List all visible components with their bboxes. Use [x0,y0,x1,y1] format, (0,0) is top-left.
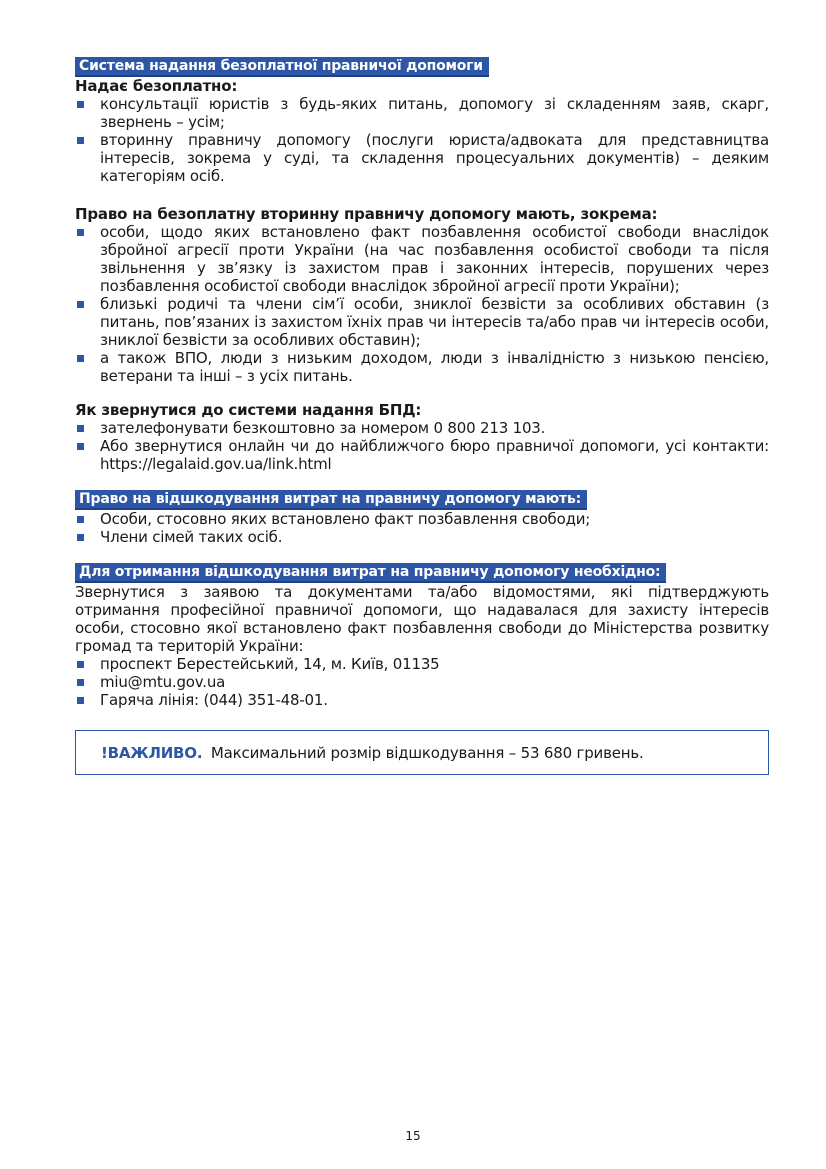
section-reimbursement-eligibility [75,489,769,546]
list-item: а також ВПО, люди з низьким доходом, люди з інвалідністю з низькою пенсією, ветерани та інші – з усіх питань. [75,349,769,385]
section-how-to-apply [75,401,769,473]
bullet-square-icon [77,679,84,686]
important-notice-box [75,730,769,775]
page-number: 15 [405,1129,421,1143]
notice-text: Максимальний розмір відшкодування – 53 680 гривень. [210,744,644,762]
section-reimbursement-procedure [75,562,769,709]
bullet-list [75,223,769,385]
list-item: Члени сімей таких осіб. [75,528,769,546]
list-item: miu@mtu.gov.ua [75,673,769,691]
bullet-list [75,95,769,185]
list-item: Гаряча лінія: (044) 351-48-01. [75,691,769,709]
section-heading: Як звернутися до системи надання БПД: [75,401,422,419]
procedure-paragraph: Звернутися з заявою та документами та/або відомостями, які підтверджують отримання професійної правничої допомоги, що надавалася для захисту інтересів особи, стосовно якої встановлено факт позбавлення свободи до Міністерства розвитку громад та територій України: [75,583,769,655]
section-header: Для отримання відшкодування витрат на правничу допомогу необхідно: [75,563,666,583]
bullet-square-icon [77,137,84,144]
section-heading: Право на безоплатну вторинну правничу допомогу мають, зокрема: [75,205,658,223]
list-item: особи, щодо яких встановлено факт позбавлення особистої свободи внаслідок збройної агресії проти України (на час позбавлення особистої свободи та після звільнення у зв’язку із захистом прав і законних інтересів, порушених через позбавлення особистої свободи внаслідок збройної агресії проти України); [75,223,769,295]
bullet-list [75,655,769,709]
section-header: Система надання безоплатної правничої допомоги [75,57,489,77]
bullet-square-icon [77,534,84,541]
bullet-square-icon [77,425,84,432]
section-header: Право на відшкодування витрат на правничу допомогу мають: [75,490,587,510]
list-item: Або звернутися онлайн чи до найближчого бюро правничої допомоги, усі контакти: https://legalaid.gov.ua/link.html [75,437,769,473]
section-secondary-aid-eligibility [75,205,769,385]
list-item: проспект Берестейський, 14, м. Київ, 01135 [75,655,769,673]
bullet-list [75,419,769,473]
bullet-square-icon [77,443,84,450]
list-item: вторинну правничу допомогу (послуги юриста/адвоката для представництва інтересів, зокрема у суді, та складення процесуальних документів) – деяким категоріям осіб. [75,131,769,185]
list-item: консультації юристів з будь-яких питань, допомогу зі складенням заяв, скарг, звернень – усім; [75,95,769,131]
bullet-square-icon [77,697,84,704]
bullet-square-icon [77,301,84,308]
bullet-square-icon [77,229,84,236]
bullet-square-icon [77,101,84,108]
section-free-legal-aid [75,56,769,185]
list-item: зателефонувати безкоштовно за номером 0 800 213 103. [75,419,769,437]
list-item: Особи, стосовно яких встановлено факт позбавлення свободи; [75,510,769,528]
bullet-square-icon [77,661,84,668]
notice-label: !ВАЖЛИВО. [101,744,203,762]
list-item: близькі родичі та члени сім’ї особи, зниклої безвісти за особливих обставин (з питань, пов’язаних із захистом їхніх прав чи інтересів та/або прав чи інтересів особи, зниклої безвісти за особливих обставин); [75,295,769,349]
bullet-list [75,510,769,546]
document-page [75,56,769,775]
bullet-square-icon [77,516,84,523]
bullet-square-icon [77,355,84,362]
section-subheading: Надає безоплатно: [75,77,238,95]
